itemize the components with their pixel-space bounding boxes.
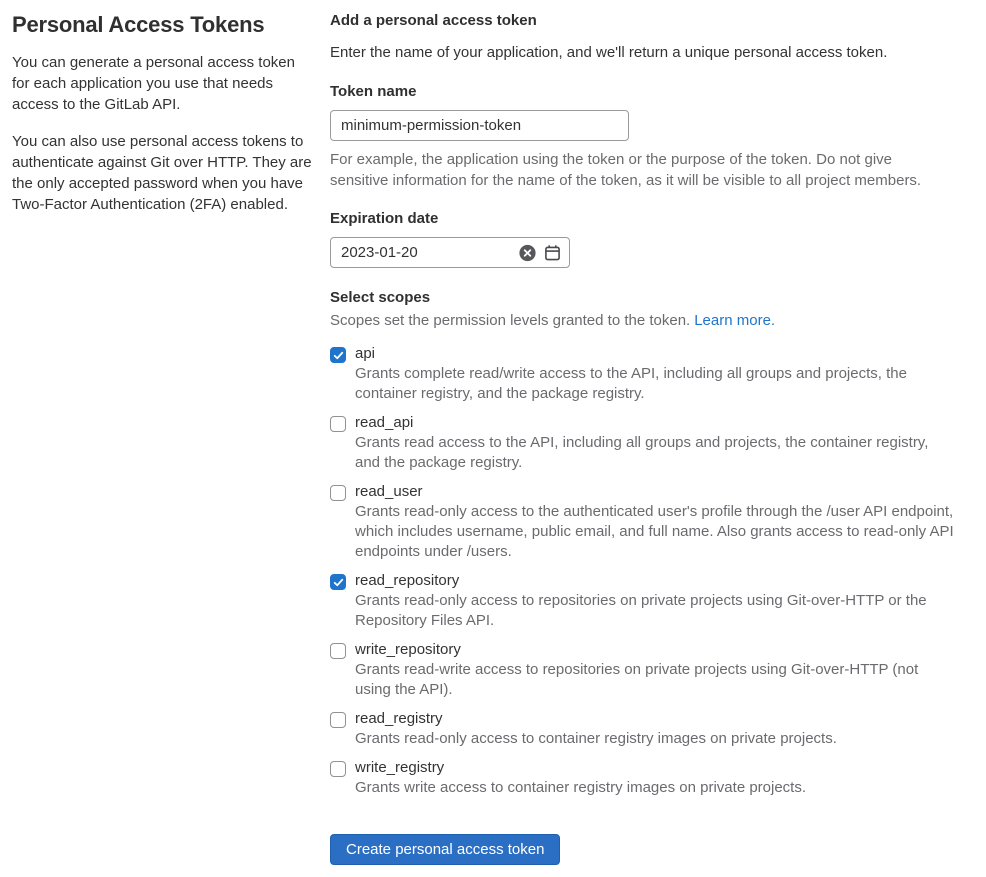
scope-label-write_registry[interactable]: write_registry [355,759,445,776]
scope-row-write_repository [330,641,954,702]
expiration-date-group [330,210,954,268]
scope-row-write_registry [330,759,954,800]
add-token-form [330,10,954,865]
scope-checkbox-read_repository[interactable] [330,574,346,590]
scope-description-read_registry: Grants read-only access to container registry images on private projects. [355,730,837,747]
scope-row-read_user [330,483,954,564]
scope-description-api: Grants complete read/write access to the API, including all groups and projects, the container registry, and the package registry. [355,365,907,402]
scope-description-read_api: Grants read access to the API, including all groups and projects, the container registry, and the package registry. [355,434,929,471]
scope-label-read_api[interactable]: read_api [355,414,414,431]
intro-paragraph-2: You can also use personal access tokens to authenticate against Git over HTTP. They are the only accepted password when you have Two-Factor Authentication (2FA) enabled. [12,133,312,213]
scope-checkbox-read_registry[interactable] [330,712,346,728]
scopes-help-text [330,312,954,329]
scope-label-read_repository[interactable]: read_repository [355,572,460,589]
intro-paragraph-1: You can generate a personal access token for each application you use that needs access to the GitLab API. [12,54,295,113]
expiration-date-field [330,237,570,268]
scope-text-read_api [355,414,954,475]
scopes-list [330,345,954,800]
page-title: Personal Access Tokens [12,12,265,37]
scope-description-read_repository: Grants read-only access to repositories on private projects using Git-over-HTTP or the Repository Files API. [355,592,927,629]
token-name-label: Token name [330,83,417,100]
scope-checkbox-api[interactable] [330,347,346,363]
scopes-help-label: Scopes set the permission levels granted to the token. [330,312,691,329]
calendar-icon[interactable] [544,244,561,261]
scope-label-api[interactable]: api [355,345,376,362]
scope-row-read_registry [330,710,954,751]
page-description-panel [12,10,330,865]
select-scopes-label: Select scopes [330,289,431,306]
scope-text-read_user [355,483,954,564]
scope-description-write_registry: Grants write access to container registry images on private projects. [355,779,807,796]
scope-label-read_registry[interactable]: read_registry [355,710,443,727]
create-token-button[interactable]: Create personal access token [330,834,560,865]
scope-text-api [355,345,954,406]
scope-row-read_repository [330,572,954,633]
form-description: Enter the name of your application, and we'll return a unique personal access token. [330,44,888,61]
form-heading: Add a personal access token [330,12,537,29]
token-name-help: For example, the application using the token or the purpose of the token. Do not give sensitive information for the name of the token, as it will be visible to all project members. [330,151,922,189]
scope-label-read_user[interactable]: read_user [355,483,423,500]
scope-text-read_repository [355,572,954,633]
scope-checkbox-write_registry[interactable] [330,761,346,777]
scope-description-read_user: Grants read-only access to the authenticated user's profile through the /user API endpoint, which includes username, public email, and full name. Also grants access to read-only API endpoints under /users. [355,503,954,560]
scope-text-write_registry [355,759,806,800]
scope-row-read_api [330,414,954,475]
clear-date-icon[interactable] [519,244,536,261]
scope-text-write_repository [355,641,954,702]
scope-text-read_registry [355,710,837,751]
scope-label-write_repository[interactable]: write_repository [355,641,461,658]
token-name-group [330,83,954,191]
scope-description-write_repository: Grants read-write access to repositories on private projects using Git-over-HTTP (not using the API). [355,661,919,698]
scope-checkbox-read_api[interactable] [330,416,346,432]
expiration-date-label: Expiration date [330,210,439,227]
scope-checkbox-read_user[interactable] [330,485,346,501]
scope-row-api [330,345,954,406]
select-scopes-group [330,289,954,800]
token-name-input[interactable] [330,110,629,141]
scope-checkbox-write_repository[interactable] [330,643,346,659]
learn-more-link[interactable]: Learn more. [694,312,776,329]
